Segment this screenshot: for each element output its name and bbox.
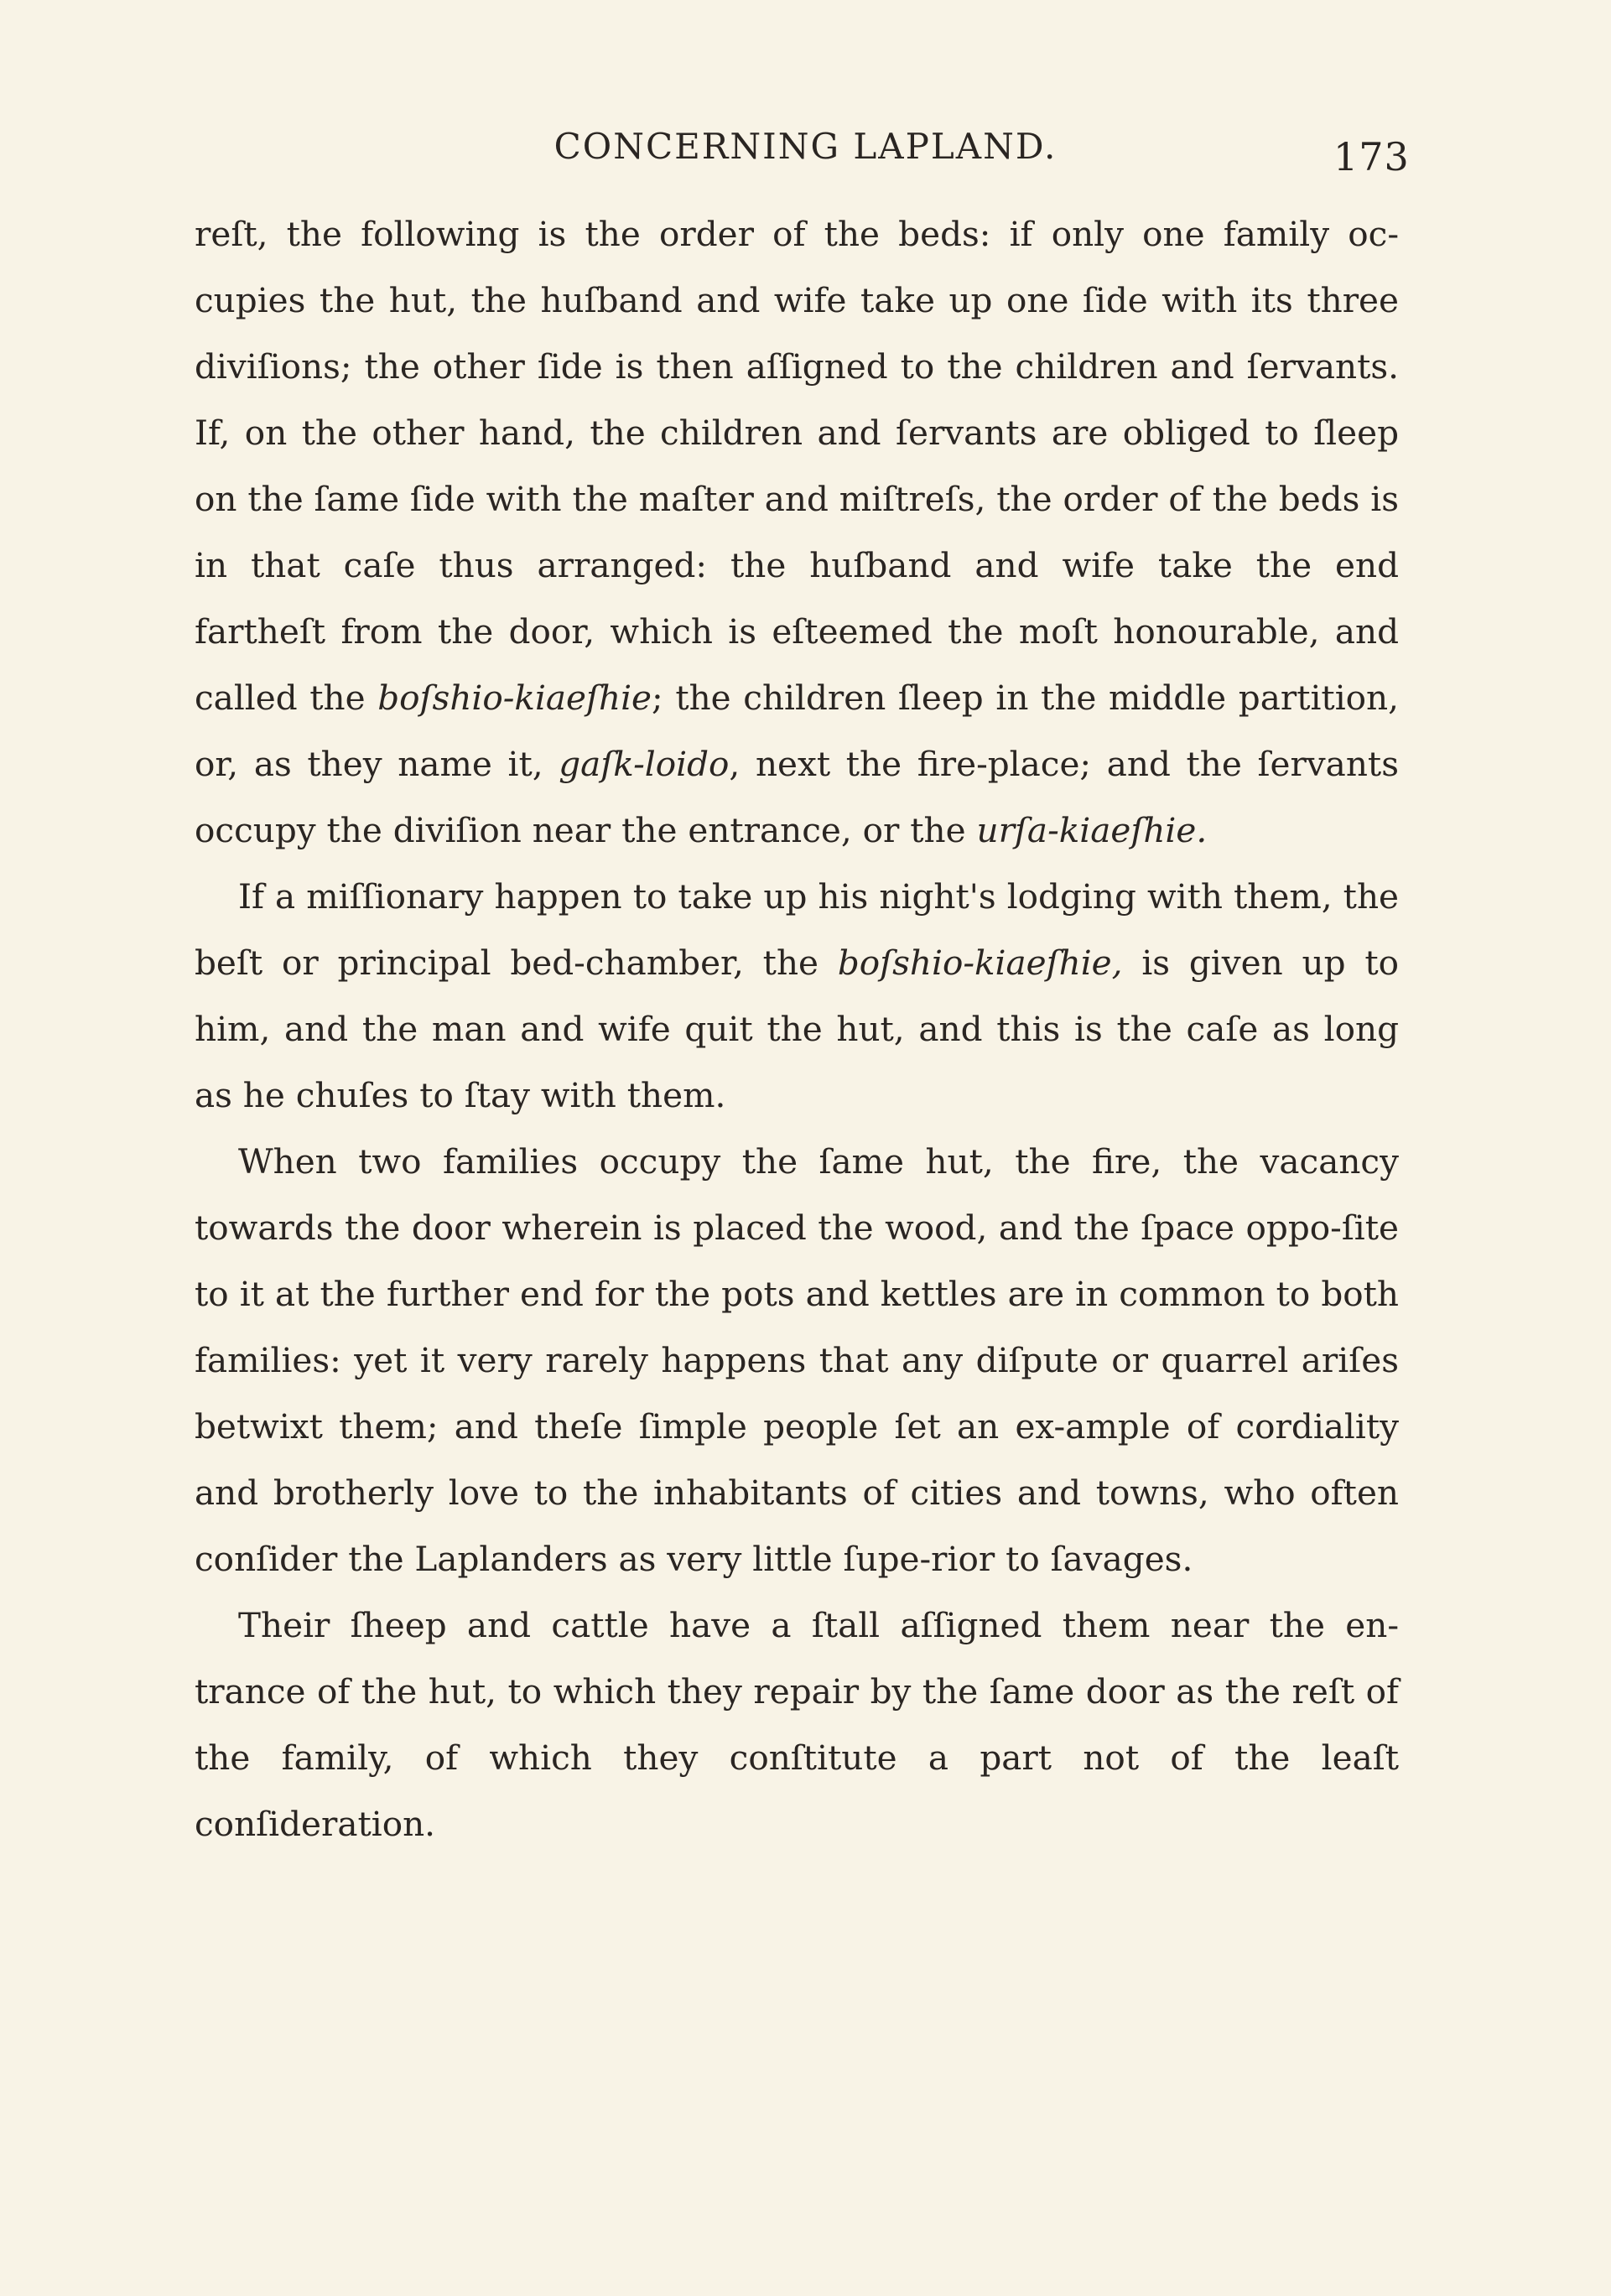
body-text [195,201,1399,1857]
term-boshio-kiaeshie-2: boſshio-kiaeſhie, [837,943,1123,983]
running-head: CONCERNING LAPLAND. [553,126,1058,167]
term-gask-loido: gaſk-loido [559,744,730,784]
paragraph-1 [195,201,1399,864]
paragraph-4: Their ſheep and cattle have a ſtall aſſigned them near the en-trance of the hut, to which they repair by the ſame door as the reſt of the family, of which they conſtitute a part not of the leaſt conſideration. [195,1605,1399,1844]
paragraph-2-text-c: is given up to him, and the man and wife quit the hut, and this is the caſe as long as he chuſes to ſtay with them. [195,943,1400,1115]
paragraph-1-text-e: , next the fire-place; and the ſervants occupy the diviſion near the entrance, or the [195,744,1399,850]
term-boshio-kiaeshie: boſshio-kiaeſhie [377,678,652,718]
paragraph-2-text-a: If a miſſionary happen to take up his night's lodging with them, the beſt or principal bed-chamber, the [195,876,1399,983]
paragraph-1-text-c: ; the children ſleep in the middle partition, or, as they name it, [195,678,1399,784]
page-number: 173 [1333,134,1410,179]
paragraph-3: When two families occupy the ſame hut, the fire, the vacancy towards the door wherein is placed the wood, and the ſpace oppo-ſite to it at the further end for the pots and kettles are in common to both families: yet it very rarely happens that any diſpute or quarrel ariſes betwixt them; and theſe ſimple people ſet an ex-ample of cordiality and brotherly love to the inhabitants of cities and towns, who often conſider the Laplanders as very little ſupe-rior to ſavages. [195,1141,1399,1579]
term-ursa-kiaeshie: urſa-kiaeſhie. [976,810,1208,850]
paragraph-1-text-a: reſt, the following is the order of the beds: if only one family oc-cupies the hut, the huſband and wife take up one ſide with its three diviſions; the other ſide is then aſſigned to the children and ſervants. If, on the other hand, the children and ſervants are obliged to ſleep on the ſame ſide with the maſter and miſtreſs, the order of the beds is in that caſe thus arranged: the huſband and wife take the end fartheſt from the door, which is eſteemed the moſt honourable, and called the [195,214,1399,718]
paragraph-2 [195,864,1399,1129]
